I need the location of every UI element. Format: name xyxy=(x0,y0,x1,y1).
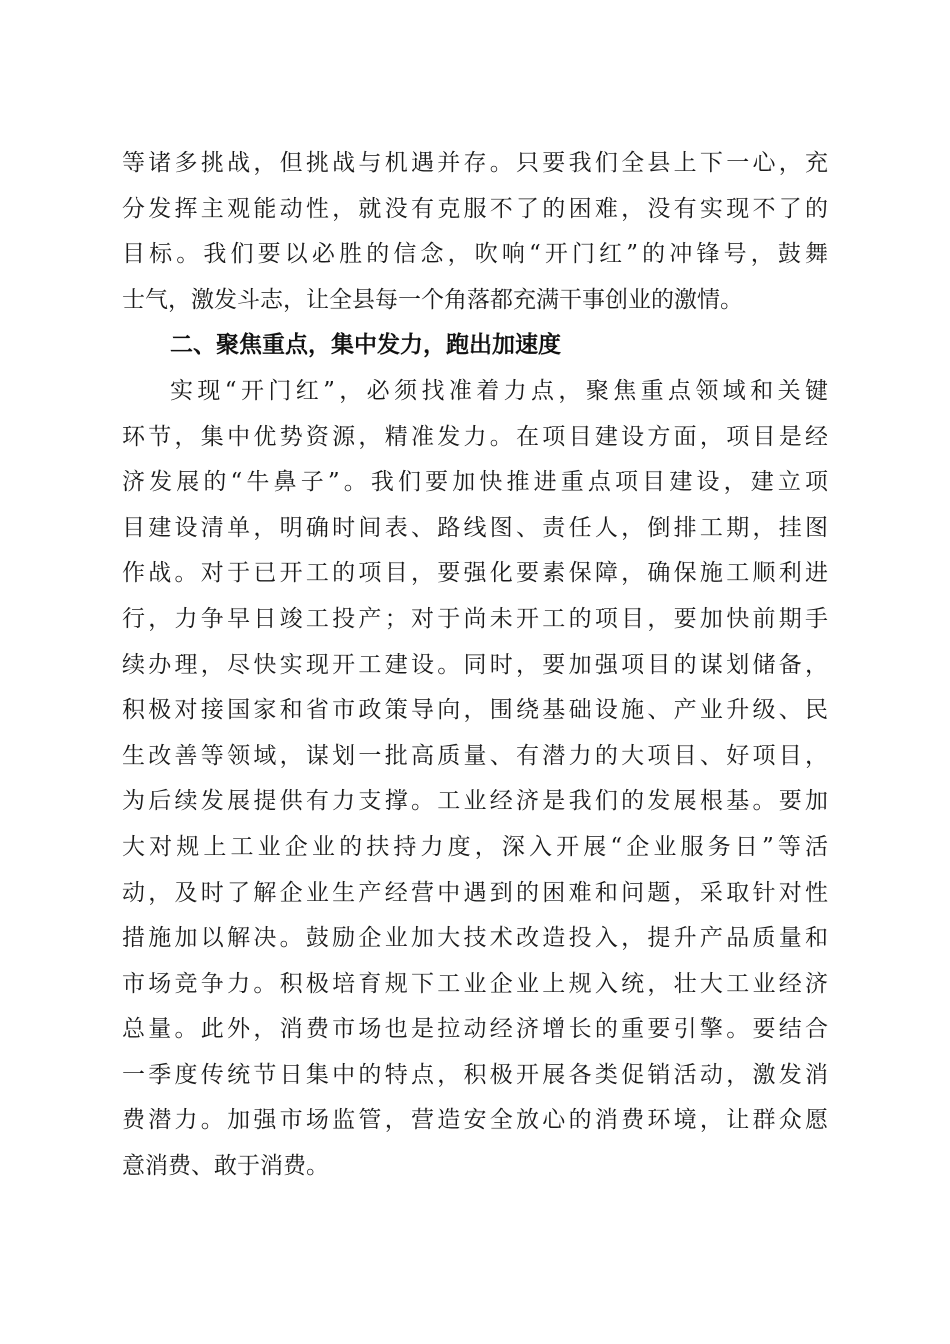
paragraph-2-line: 续办理，尽快实现开工建设。同时，要加强项目的谋划储备， xyxy=(122,651,828,678)
paragraph-2-line: 意消费、敢于消费。 xyxy=(122,1153,329,1180)
paragraph-2-line: 环节，集中优势资源，精准发力。在项目建设方面，项目是经 xyxy=(122,423,828,450)
paragraph-2-line: 大对规上工业企业的扶持力度，深入开展“企业服务日”等活 xyxy=(122,833,828,860)
paragraph-2-line: 生改善等领域，谋划一批高质量、有潜力的大项目、好项目， xyxy=(122,742,828,769)
paragraph-1-line: 士气，激发斗志，让全县每一个角落都充满干事创业的激情。 xyxy=(122,286,743,313)
paragraph-2-line: 费潜力。加强市场监管，营造安全放心的消费环境，让群众愿 xyxy=(122,1107,828,1134)
paragraph-1-line: 等诸多挑战，但挑战与机遇并存。只要我们全县上下一心，充 xyxy=(122,150,828,176)
paragraph-2-line: 作战。对于已开工的项目，要强化要素保障，确保施工顺利进 xyxy=(122,560,828,587)
paragraph-1-line: 分发挥主观能动性，就没有克服不了的困难，没有实现不了的 xyxy=(122,195,828,222)
paragraph-2-line: 动，及时了解企业生产经营中遇到的困难和问题，采取针对性 xyxy=(122,879,828,906)
paragraph-2-line: 目建设清单，明确时间表、路线图、责任人，倒排工期，挂图 xyxy=(122,514,828,541)
paragraph-2-line: 总量。此外，消费市场也是拉动经济增长的重要引擎。要结合 xyxy=(122,1016,828,1043)
paragraph-2 xyxy=(122,369,828,1190)
paragraph-2-line: 为后续发展提供有力支撑。工业经济是我们的发展根基。要加 xyxy=(122,788,828,815)
document-body xyxy=(122,141,828,1190)
paragraph-1 xyxy=(122,141,828,323)
paragraph-2-line: 措施加以解决。鼓励企业加大技术改造投入，提升产品质量和 xyxy=(122,925,828,952)
paragraph-2-line: 行，力争早日竣工投产；对于尚未开工的项目，要加快前期手 xyxy=(122,605,828,632)
paragraph-1-line: 目标。我们要以必胜的信念，吹响“开门红”的冲锋号，鼓舞 xyxy=(122,241,828,268)
paragraph-2-line: 一季度传统节日集中的特点，积极开展各类促销活动，激发消 xyxy=(122,1061,828,1088)
paragraph-2-line: 实现“开门红”，必须找准着力点，聚焦重点领域和关键 xyxy=(170,377,828,404)
paragraph-2-line: 积极对接国家和省市政策导向，围绕基础设施、产业升级、民 xyxy=(122,697,828,724)
paragraph-2-line: 市场竞争力。积极培育规下工业企业上规入统，壮大工业经济 xyxy=(122,970,828,997)
section-2-heading: 二、聚焦重点，集中发力，跑出加速度 xyxy=(170,332,561,359)
paragraph-2-line: 济发展的“牛鼻子”。我们要加快推进重点项目建设，建立项 xyxy=(122,469,828,496)
